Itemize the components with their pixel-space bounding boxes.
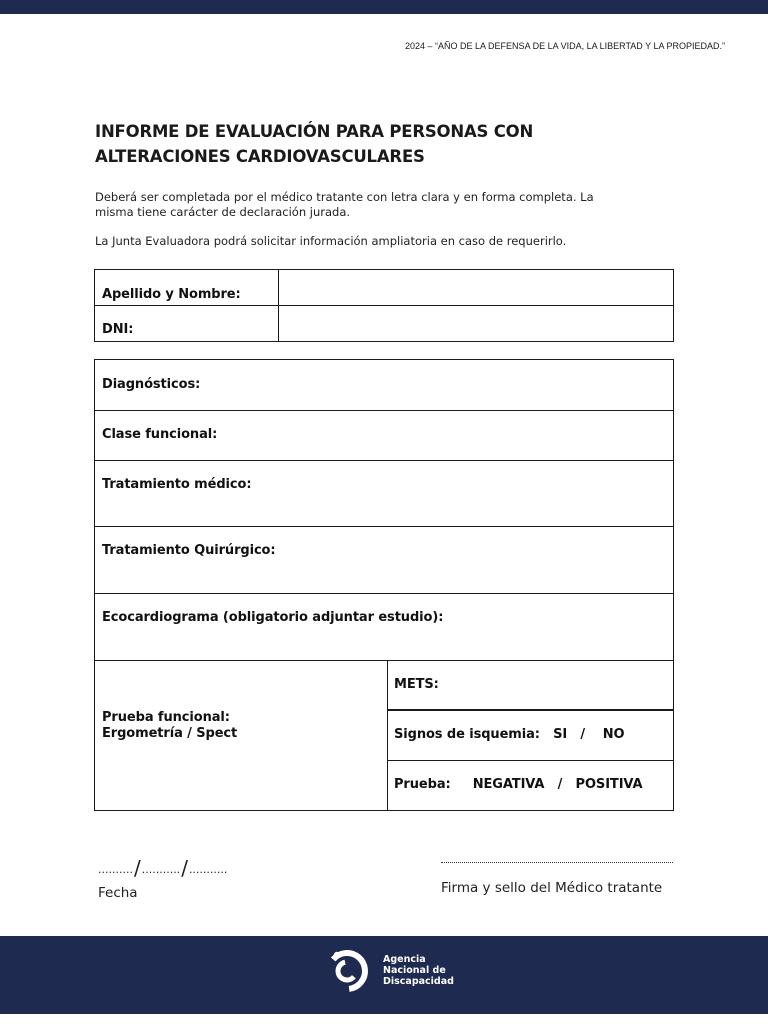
ecocardiograma-label: Ecocardiograma (obligatorio adjuntar estudio): <box>102 610 444 625</box>
name-label: Apellido y Nombre: <box>102 287 241 302</box>
dni-label: DNI: <box>102 322 134 337</box>
intro-line-1: Deberá ser completada por el médico tratante con letra clara y en forma completa. La <box>95 190 594 204</box>
top-bar <box>0 0 768 14</box>
signature-label: Firma y sello del Médico tratante <box>441 880 663 896</box>
intro-line-3: La Junta Evaluadora podrá solicitar información ampliatoria en caso de requerirlo. <box>95 234 567 248</box>
ergometria-label: Ergometría / Spect <box>102 726 238 741</box>
row-divider <box>387 709 673 711</box>
date-label: Fecha <box>98 885 138 901</box>
identity-table <box>94 269 674 342</box>
prueba-funcional-label: Prueba funcional: <box>102 710 230 725</box>
date-field[interactable] <box>98 856 227 880</box>
evaluation-table <box>94 359 674 811</box>
header-motto: 2024 – “AÑO DE LA DEFENSA DE LA VIDA, LA LIBERTAD Y LA PROPIEDAD.” <box>405 41 725 51</box>
clase-funcional-label: Clase funcional: <box>102 427 218 442</box>
row-divider <box>95 410 673 411</box>
prueba-divider-vertical <box>387 660 388 810</box>
intro-line-2: misma tiene carácter de declaración jurada. <box>95 205 351 219</box>
agency-name-line-1: Agencia <box>383 954 426 965</box>
row-divider <box>95 660 673 661</box>
agency-name-line-3: Discapacidad <box>383 976 454 987</box>
intro-text <box>95 190 670 249</box>
title-line-1: INFORME DE EVALUACIÓN PARA PERSONAS CON <box>95 122 534 141</box>
row-divider <box>95 593 673 594</box>
row-divider <box>95 460 673 461</box>
identity-divider-horizontal <box>95 305 673 306</box>
name-field[interactable] <box>280 271 672 304</box>
date-separator: / <box>133 856 141 880</box>
date-month: ........... <box>141 863 181 876</box>
row-divider <box>387 760 673 761</box>
agency-name <box>383 954 454 987</box>
row-divider <box>95 526 673 527</box>
date-separator: / <box>181 856 188 880</box>
agency-logo-icon <box>318 942 376 1000</box>
dni-field[interactable] <box>280 307 672 340</box>
tratamiento-quirurgico-label: Tratamiento Quirúrgico: <box>102 543 276 558</box>
date-year: ........... <box>188 863 228 876</box>
date-day: .......... <box>98 863 133 876</box>
signos-isquemia-label: Signos de isquemia: SI / NO <box>394 727 625 742</box>
tratamiento-medico-label: Tratamiento médico: <box>102 477 252 492</box>
prueba-result-label: Prueba: NEGATIVA / POSITIVA <box>394 777 643 792</box>
agency-name-line-2: Nacional de <box>383 965 446 976</box>
signature-line[interactable] <box>441 862 673 863</box>
title-line-2: ALTERACIONES CARDIOVASCULARES <box>95 147 425 166</box>
mets-label: METS: <box>394 677 439 692</box>
page-title <box>95 119 675 169</box>
diagnosticos-label: Diagnósticos: <box>102 377 201 392</box>
